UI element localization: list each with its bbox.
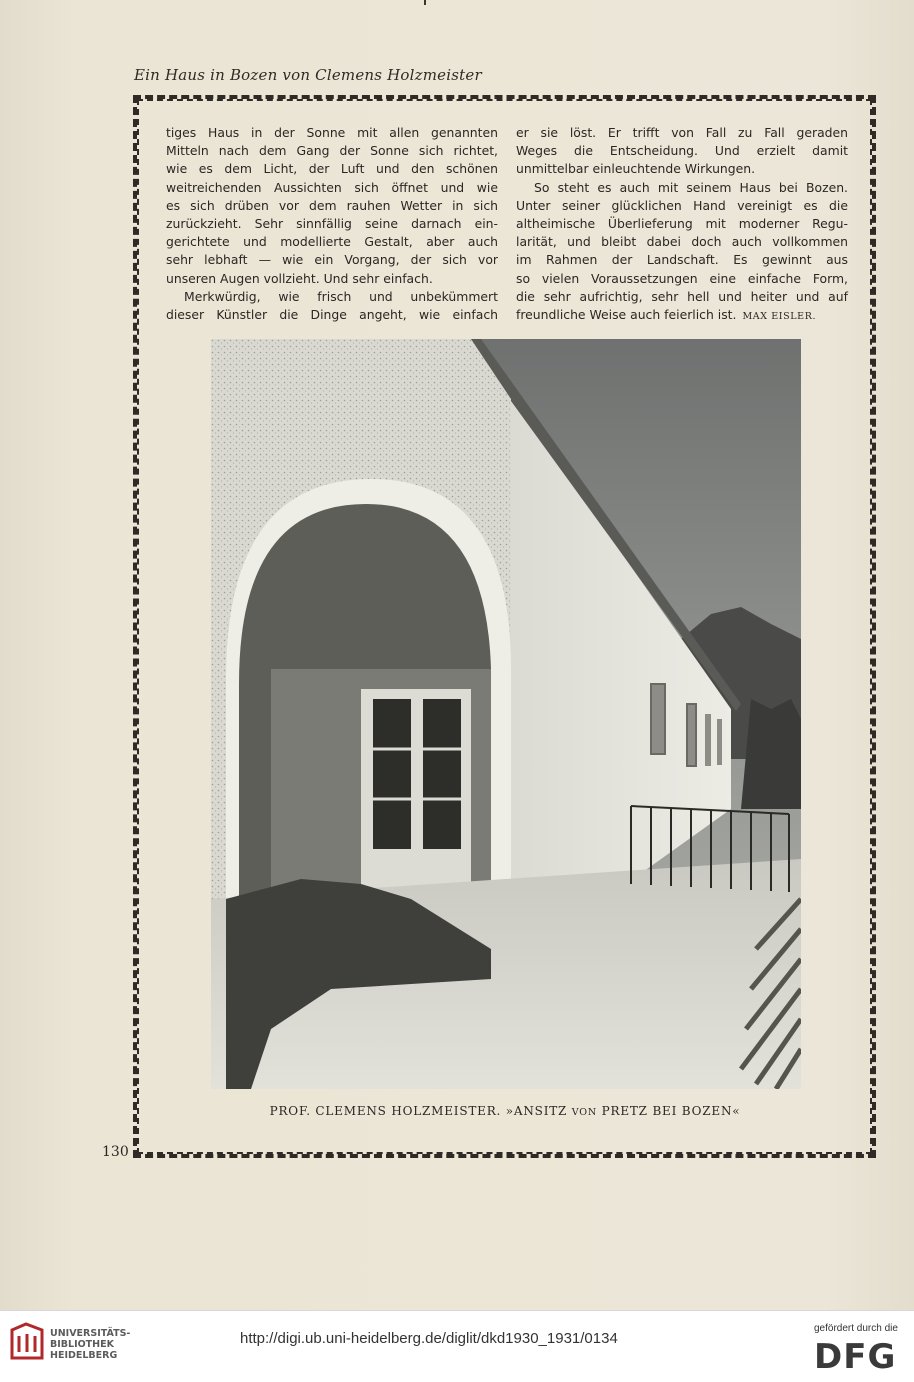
text-line: altheimische Überlieferung mit moderner Regu- [516, 216, 848, 232]
text-line: So steht es auch mit seinem Haus bei Bozen. [534, 179, 848, 195]
text-line: es sich drüben vor dem rauhen Wetter in sich [166, 197, 498, 213]
text-line: zurückzieht. Sehr sinnfällig seine darnach ein- [166, 216, 498, 232]
caption-part1: PROF. CLEMENS HOLZMEISTER. »ANSITZ [269, 1104, 572, 1118]
text-line: tiges Haus in der Sonne mit allen genannten [166, 125, 498, 140]
photo-caption [140, 1104, 870, 1118]
text-line: die sehr aufrichtig, sehr hell und heiter und auf [516, 288, 848, 304]
text-line: Weges die Entscheidung. Und erzielt damit [516, 143, 848, 159]
funded-by-label: gefördert durch die [814, 1323, 898, 1334]
text-column-right [516, 124, 848, 326]
text-line: Merkwürdig, wie frisch und unbekümmert [184, 288, 498, 304]
text-column-left [166, 124, 498, 324]
library-name [50, 1328, 130, 1361]
caption-part3: PRETZ BEI BOZEN« [597, 1104, 741, 1118]
text-line: sehr lebhaft — wie ein Vorgang, der sich vor [166, 252, 498, 268]
running-title: Ein Haus in Bozen von Clemens Holzmeister [134, 66, 482, 84]
author-signature: MAX EISLER. [742, 311, 817, 323]
text-line: Unter seiner glücklichen Hand vereinigt es die [516, 197, 848, 213]
text-line: weitreichenden Aussichten sich öffnet und wie [166, 179, 498, 195]
text-line: wie es dem Licht, der Luft und den schönen [166, 161, 498, 177]
text-line: so vielen Voraussetzungen eine einfache Form, [516, 270, 848, 286]
text-line: gerichtete und modellierte Gestalt, aber auch [166, 234, 498, 250]
arched-loggia-photograph [211, 339, 801, 1089]
text-line: larität, und bleibt dabei doch auch vollkommen [516, 234, 848, 250]
text-line: unmittelbar einleuchtende Wirkungen. [516, 161, 756, 177]
scan-mark [424, 0, 426, 5]
text-line: dieser Künstler die Dinge angeht, wie einfach [166, 307, 498, 323]
library-line-2: BIBLIOTHEK [50, 1339, 114, 1350]
text-line: im Rahmen der Landschaft. Es gewinnt aus [516, 252, 848, 268]
page-number: 130 [102, 1144, 129, 1160]
text-line [516, 306, 848, 326]
digital-object-url[interactable]: http://digi.ub.uni-heidelberg.de/diglit/dkd1930_1931/0134 [240, 1330, 618, 1347]
photo-illustration [211, 339, 801, 1089]
text-line: er sie löst. Er trifft von Fall zu Fall geraden [516, 125, 848, 140]
text-line: Mitteln nach dem Gang der Sonne sich richtet, [166, 143, 498, 159]
library-line-3: HEIDELBERG [50, 1350, 118, 1361]
library-line-1: UNIVERSITÄTS- [50, 1328, 131, 1339]
text-line: unseren Augen vollzieht. Und sehr einfach. [166, 270, 433, 286]
university-library-logo-icon [10, 1322, 44, 1362]
closing-line: freundliche Weise auch feierlich ist. [516, 307, 737, 323]
dfg-logo: DFG [814, 1337, 897, 1377]
caption-part2: VON [571, 1107, 597, 1118]
